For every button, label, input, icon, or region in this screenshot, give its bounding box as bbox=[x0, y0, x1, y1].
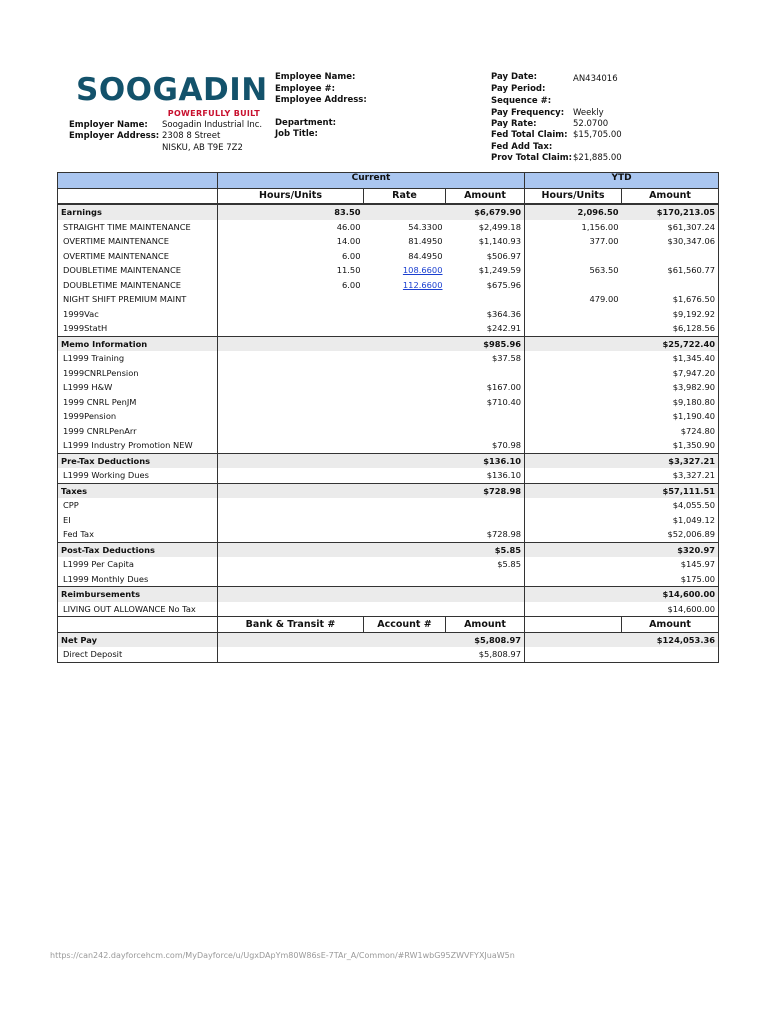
department-label: Department: bbox=[275, 118, 337, 128]
employer-address-label: Employer Address: bbox=[69, 131, 160, 141]
table-row: L1999 H&W $167.00 $3,982.90 bbox=[58, 380, 719, 395]
current-header: Current bbox=[218, 173, 525, 189]
table-row: 1999Pension $1,190.40 bbox=[58, 409, 719, 424]
table-row: 1999CNRLPension $7,947.20 bbox=[58, 366, 719, 381]
netpay-section-row bbox=[58, 632, 719, 647]
sequence-label: Sequence #: bbox=[491, 96, 552, 106]
earnings-total-hours: 83.50 bbox=[218, 204, 364, 220]
table-row: Direct Deposit $5,808.97 bbox=[58, 647, 719, 662]
pay-date: AN434016 bbox=[573, 74, 618, 84]
pay-rate-label: Pay Rate: bbox=[491, 119, 537, 129]
pay-rate: 52.0700 bbox=[573, 119, 609, 129]
memo-ytd-amount: $25,722.40 bbox=[622, 336, 719, 351]
employer-name: Soogadin Industrial Inc. bbox=[162, 120, 263, 130]
table-row: OVERTIME MAINTENANCE 14.00 81.4950 $1,140.93 377.00 $30,347.06 bbox=[58, 234, 719, 249]
table-row: L1999 Per Capita $5.85 $145.97 bbox=[58, 557, 719, 572]
pay-frequency-label: Pay Frequency: bbox=[491, 108, 565, 118]
col-hours-header: Hours/Units bbox=[218, 188, 364, 204]
col-amount-header: Amount bbox=[446, 188, 525, 204]
prov-total-claim: $21,885.00 bbox=[573, 153, 622, 163]
pay-date-label: Pay Date: bbox=[491, 72, 537, 82]
employee-name-label: Employee Name: bbox=[275, 72, 356, 82]
section-title: Memo Information bbox=[58, 336, 218, 351]
rate-link[interactable]: 108.6600 bbox=[402, 265, 443, 276]
section-title: Post-Tax Deductions bbox=[58, 542, 218, 557]
table-row: DOUBLETIME MAINTENANCE 11.50 108.6600 $1,249.59 563.50 $61,560.77 bbox=[58, 263, 719, 278]
table-row: OVERTIME MAINTENANCE 6.00 84.4950 $506.97 bbox=[58, 249, 719, 264]
employee-number-label: Employee #: bbox=[275, 84, 336, 94]
table-header-row bbox=[58, 173, 719, 189]
rate-link[interactable]: 112.6600 bbox=[402, 279, 443, 290]
pay-stub-table bbox=[57, 172, 719, 663]
taxes-total-amount: $728.98 bbox=[446, 483, 525, 498]
table-row: L1999 Training $37.58 $1,345.40 bbox=[58, 351, 719, 366]
table-row: 1999StatH $242.91 $6,128.56 bbox=[58, 321, 719, 336]
company-logo bbox=[76, 72, 268, 118]
table-row: NIGHT SHIFT PREMIUM MAINT 479.00 $1,676.50 bbox=[58, 292, 719, 307]
table-row: L1999 Monthly Dues $175.00 bbox=[58, 572, 719, 587]
posttax-section-row bbox=[58, 542, 719, 557]
section-title: Pre-Tax Deductions bbox=[58, 453, 218, 468]
pay-frequency: Weekly bbox=[573, 108, 604, 118]
col-netpay-amount-header: Amount bbox=[446, 617, 525, 633]
earnings-ytd-hours: 2,096.50 bbox=[525, 204, 622, 220]
reimbursements-section-row bbox=[58, 587, 719, 602]
earnings-section-row bbox=[58, 204, 719, 220]
col-netpay-ytd-amount-header: Amount bbox=[622, 617, 719, 633]
employee-address-label: Employee Address: bbox=[275, 95, 367, 105]
col-bank-transit-header: Bank & Transit # bbox=[218, 617, 364, 633]
posttax-total-amount: $5.85 bbox=[446, 542, 525, 557]
pretax-section-row bbox=[58, 453, 719, 468]
logo-tagline: POWERFULLY BUILT bbox=[167, 109, 260, 118]
table-row: 1999 CNRLPenArr $724.80 bbox=[58, 424, 719, 439]
section-title: Reimbursements bbox=[58, 587, 218, 602]
col-ytd-amount-header: Amount bbox=[622, 188, 719, 204]
table-row: CPP $4,055.50 bbox=[58, 498, 719, 513]
column-header-row bbox=[58, 188, 719, 204]
table-row: L1999 Industry Promotion NEW $70.98 $1,350.90 bbox=[58, 438, 719, 453]
taxes-ytd-amount: $57,111.51 bbox=[622, 483, 719, 498]
memo-section-row bbox=[58, 336, 719, 351]
pay-period-label: Pay Period: bbox=[491, 84, 546, 94]
footer-url: https://can242.dayforcehcm.com/MyDayforce/u/UgxDApYm80W86sE-7TAr_A/Common/#RW1wbG95ZWVFYXJuaW5n bbox=[50, 951, 515, 960]
col-account-header: Account # bbox=[364, 617, 446, 633]
reimbursements-total-amount bbox=[446, 587, 525, 602]
taxes-section-row bbox=[58, 483, 719, 498]
reimbursements-ytd-amount: $14,600.00 bbox=[622, 587, 719, 602]
earnings-total-amount: $6,679.90 bbox=[446, 204, 525, 220]
table-row: L1999 Working Dues $136.10 $3,327.21 bbox=[58, 468, 719, 483]
fed-total-claim: $15,705.00 bbox=[573, 130, 622, 140]
col-rate-header: Rate bbox=[364, 188, 446, 204]
posttax-ytd-amount: $320.97 bbox=[622, 542, 719, 557]
earnings-ytd-amount: $170,213.05 bbox=[622, 204, 719, 220]
table-row: LIVING OUT ALLOWANCE No Tax $14,600.00 bbox=[58, 602, 719, 617]
fed-add-tax-label: Fed Add Tax: bbox=[491, 142, 553, 152]
table-row: STRAIGHT TIME MAINTENANCE 46.00 54.3300 $2,499.18 1,156.00 $61,307.24 bbox=[58, 220, 719, 235]
netpay-total-amount: $5,808.97 bbox=[446, 632, 525, 647]
netpay-header-row bbox=[58, 617, 719, 633]
prov-total-claim-label: Prov Total Claim: bbox=[491, 153, 572, 163]
netpay-ytd-amount: $124,053.36 bbox=[622, 632, 719, 647]
table-row: DOUBLETIME MAINTENANCE 6.00 112.6600 $675.96 bbox=[58, 278, 719, 293]
employer-name-label: Employer Name: bbox=[69, 120, 148, 130]
pretax-total-amount: $136.10 bbox=[446, 453, 525, 468]
employer-address-line1: 2308 8 Street bbox=[162, 131, 221, 141]
col-ytd-hours-header: Hours/Units bbox=[525, 188, 622, 204]
fed-total-claim-label: Fed Total Claim: bbox=[491, 130, 568, 140]
ytd-header: YTD bbox=[525, 173, 719, 189]
section-title: Net Pay bbox=[58, 632, 218, 647]
section-title: Taxes bbox=[58, 483, 218, 498]
job-title-label: Job Title: bbox=[275, 129, 318, 139]
pretax-ytd-amount: $3,327.21 bbox=[622, 453, 719, 468]
table-row: Fed Tax $728.98 $52,006.89 bbox=[58, 527, 719, 542]
employer-address-line2: NISKU, AB T9E 7Z2 bbox=[162, 143, 243, 153]
section-title: Earnings bbox=[58, 204, 218, 220]
table-row: 1999 CNRL PenJM $710.40 $9,180.80 bbox=[58, 395, 719, 410]
logo-wordmark: SOOGADIN bbox=[76, 72, 268, 108]
table-row: EI $1,049.12 bbox=[58, 513, 719, 528]
memo-total-amount: $985.96 bbox=[446, 336, 525, 351]
table-row: 1999Vac $364.36 $9,192.92 bbox=[58, 307, 719, 322]
